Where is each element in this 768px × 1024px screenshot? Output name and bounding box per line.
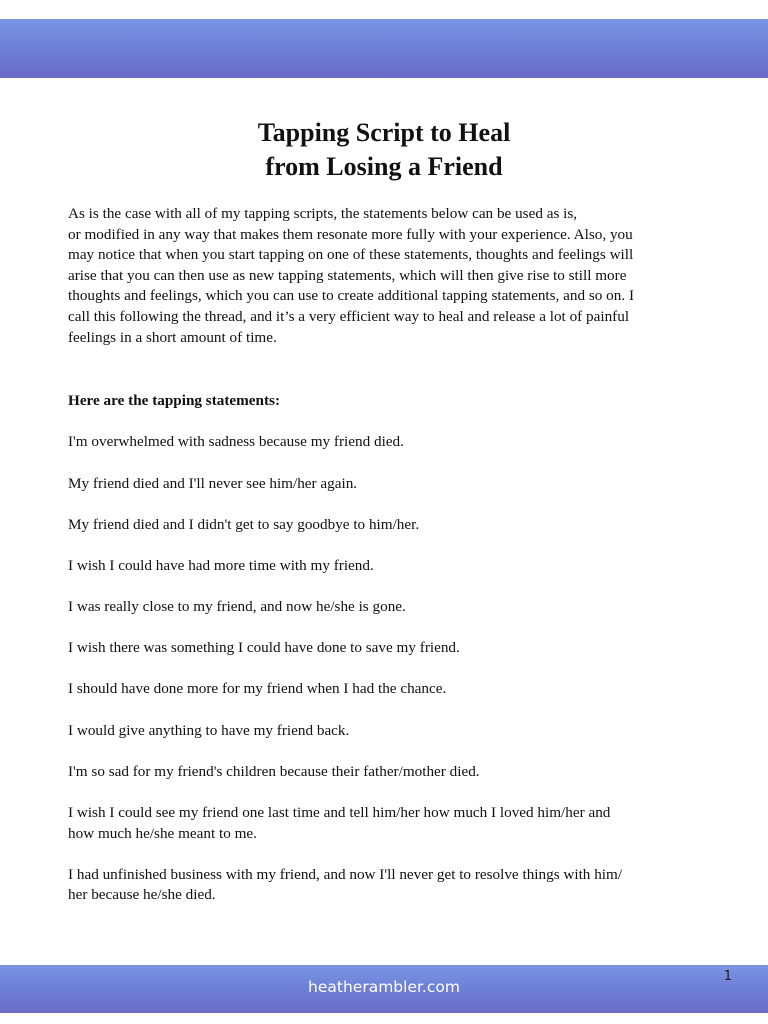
statement-line: My friend died and I didn't get to say goodbye to him/her. (68, 515, 420, 533)
intro-line: As is the case with all of my tapping scripts, the statements below can be used as is, (68, 205, 578, 222)
statement-item (68, 638, 726, 659)
intro-paragraph (68, 204, 726, 348)
intro-line: thoughts and feelings, which you can use to create additional tapping statements, and so on. I (68, 287, 635, 305)
intro-line: feelings in a short amount of time. (68, 328, 277, 346)
statement-line: I'm overwhelmed with sadness because my friend died. (68, 433, 404, 451)
statements-list (68, 432, 726, 906)
statement-line: I should have done more for my friend when I had the chance. (68, 680, 447, 698)
statement-line: My friend died and I'll never see him/her again. (68, 474, 358, 492)
page-number: 1 (723, 969, 732, 984)
intro-line: may notice that when you start tapping on one of these statements, thoughts and feelings will (68, 246, 634, 264)
intro-line: arise that you can then use as new tapping statements, which will then give rise to still more (68, 266, 627, 284)
intro-line: or modified in any way that makes them resonate more fully with your experience. Also, you (68, 225, 633, 243)
statement-item (68, 762, 726, 783)
document-body (68, 204, 726, 927)
statement-line: I had unfinished business with my friend, and now I'll never get to resolve things with him/ (68, 865, 623, 883)
statement-line: her because he/she died. (68, 886, 216, 904)
statement-item (68, 432, 726, 453)
statement-item (68, 865, 726, 906)
statement-item (68, 597, 726, 618)
header-band (0, 19, 768, 78)
statement-line: I wish I could see my friend one last time and tell him/her how much I loved him/her and (68, 804, 611, 822)
intro-line: call this following the thread, and it’s a very efficient way to heal and release a lot of painful (68, 307, 630, 325)
statement-item (68, 721, 726, 742)
title-line: Tapping Script to Heal (257, 118, 511, 147)
statement-line: I was really close to my friend, and now he/she is gone. (68, 598, 406, 616)
statement-item (68, 474, 726, 495)
statement-line: I wish there was something I could have done to save my friend. (68, 639, 460, 657)
statement-item (68, 515, 726, 536)
page-title (0, 116, 768, 184)
statement-line: how much he/she meant to me. (68, 824, 257, 842)
statements-heading: Here are the tapping statements: (68, 392, 281, 410)
footer-website: heatherambler.com (308, 978, 460, 996)
statement-item (68, 556, 726, 577)
statement-line: I'm so sad for my friend's children because their father/mother died. (68, 762, 480, 780)
title-line: from Losing a Friend (265, 152, 503, 181)
statement-line: I would give anything to have my friend back. (68, 721, 350, 739)
statement-item (68, 803, 726, 844)
statement-item (68, 679, 726, 700)
statement-line: I wish I could have had more time with my friend. (68, 556, 374, 574)
